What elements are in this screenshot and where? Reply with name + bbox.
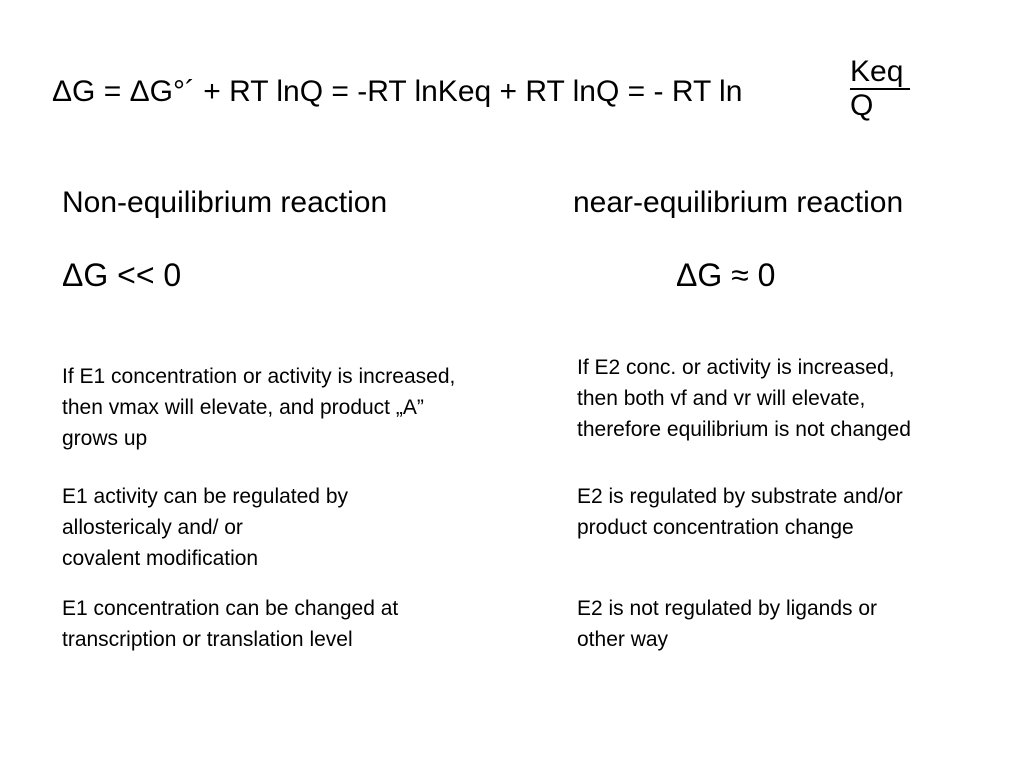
fraction-numerator: Keq [850, 55, 904, 88]
keq-over-q-fraction [850, 56, 910, 122]
left-column-heading: Non-equilibrium reaction [62, 186, 388, 219]
left-point-1: If E1 concentration or activity is increased, then vmax will elevate, and product „A” grows up [62, 365, 456, 450]
gibbs-equation: ΔG = ΔG°´ + RT lnQ = -RT lnKeq + RT lnQ = - RT ln [52, 75, 743, 108]
right-point-3: E2 is not regulated by ligands or other way [577, 597, 878, 651]
right-point-2: E2 is regulated by substrate and/or product concentration change [577, 485, 903, 539]
right-column-heading: near-equilibrium reaction [573, 186, 904, 219]
left-delta-g: ΔG << 0 [62, 257, 182, 293]
fraction-denominator: Q [850, 89, 874, 122]
right-point-1: If E2 conc. or activity is increased, then both vf and vr will elevate, therefore equilibrium is not changed [577, 356, 911, 441]
right-delta-g: ΔG ≈ 0 [676, 257, 776, 293]
left-point-3: E1 concentration can be changed at transcription or translation level [62, 597, 399, 651]
left-point-2: E1 activity can be regulated by allostericaly and/ or covalent modification [62, 485, 349, 570]
